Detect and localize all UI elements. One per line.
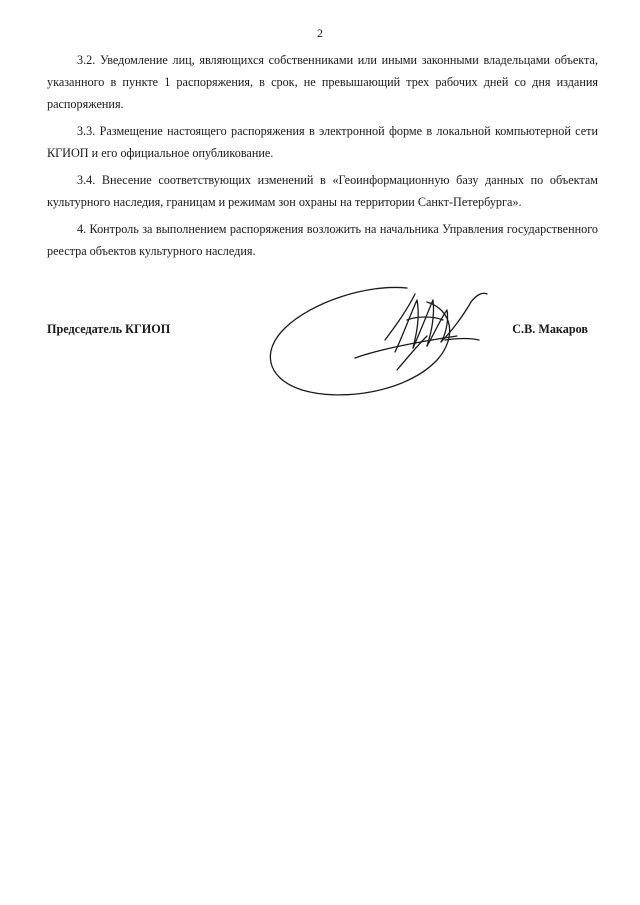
signer-name: С.В. Макаров <box>512 322 588 336</box>
paragraph-3-4: 3.4. Внесение соответствующих изменений в «Геоинформационную базу данных по объектам культурного наследия, границам и режимам зон охраны на территории Санкт-Петербурга». <box>47 173 598 209</box>
signature-block <box>47 280 598 410</box>
page-number: 2 <box>317 26 323 40</box>
paragraph-3-2: 3.2. Уведомление лиц, являющихся собственниками или иными законными владельцами объекта, указанного в пункте 1 распоряжения, в срок, не превышающий трех рабочих дней со дня издания распоряжения. <box>47 53 598 111</box>
document-body <box>47 49 598 267</box>
signer-title: Председатель КГИОП <box>47 322 171 336</box>
paragraph-3-3: 3.3. Размещение настоящего распоряжения в электронной форме в локальной компьютерной сети КГИОП и его официальное опубликование. <box>47 124 598 160</box>
handwritten-signature <box>257 280 507 405</box>
paragraph-4: 4. Контроль за выполнением распоряжения возложить на начальника Управления государственного реестра объектов культурного наследия. <box>47 222 598 258</box>
